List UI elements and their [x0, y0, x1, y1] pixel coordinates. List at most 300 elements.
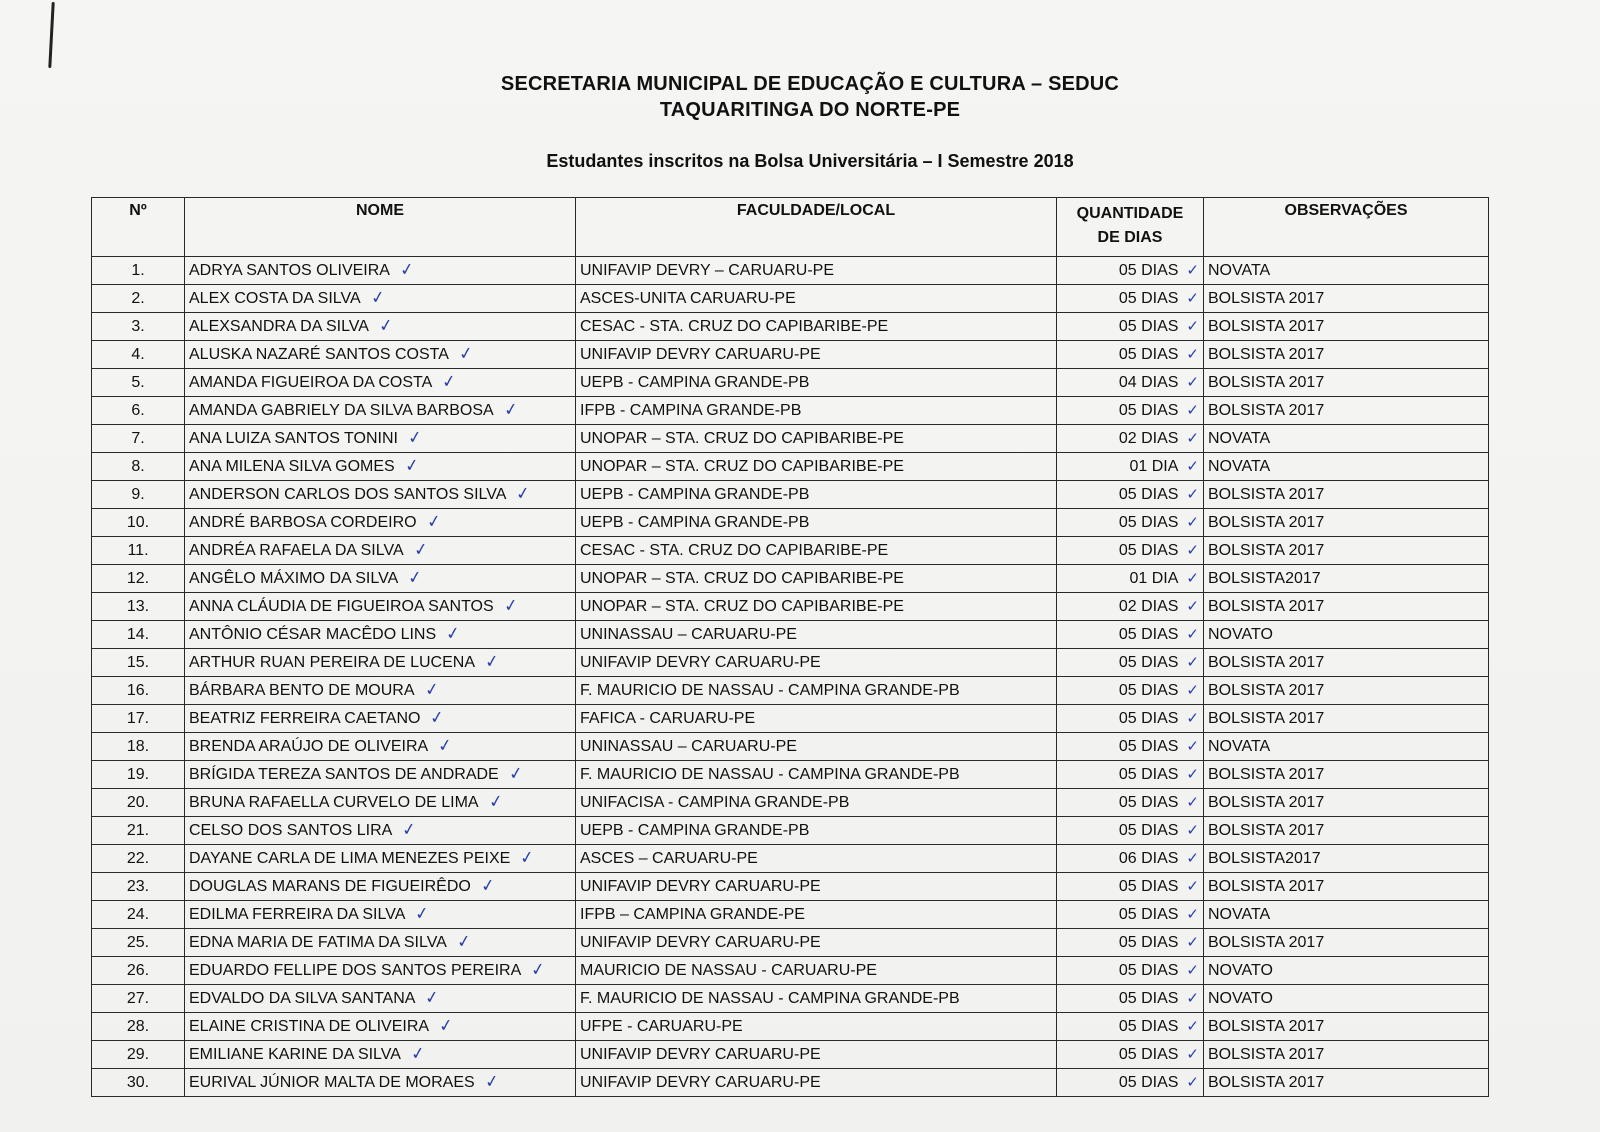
student-name: ANTÔNIO CÉSAR MACÊDO LINS — [189, 626, 437, 643]
faculty-cell: ASCES-UNITA CARUARU-PE — [576, 285, 1057, 313]
column-header-qty-line1: QUANTIDADE — [1076, 205, 1184, 222]
handwritten-check-icon: ✓ — [406, 567, 424, 589]
handwritten-check-icon: ✓ — [529, 959, 547, 981]
student-name: DOUGLAS MARANS DE FIGUEIRÊDO — [189, 878, 471, 895]
student-name-cell — [185, 985, 576, 1013]
handwritten-check-icon: ✓ — [1186, 429, 1199, 447]
student-name: ELAINE CRISTINA DE OLIVEIRA — [189, 1018, 430, 1035]
faculty-cell: CESAC - STA. CRUZ DO CAPIBARIBE-PE — [576, 537, 1057, 565]
qty-days-cell — [1057, 341, 1204, 369]
row-number: 6. — [92, 397, 185, 425]
observation-cell: NOVATA — [1204, 901, 1489, 929]
student-name-cell — [185, 705, 576, 733]
observation-cell: BOLSISTA 2017 — [1204, 873, 1489, 901]
student-name: ALEX COSTA DA SILVA — [189, 290, 361, 307]
qty-days-cell — [1057, 565, 1204, 593]
handwritten-check-icon: ✓ — [1186, 373, 1199, 391]
table-row — [92, 509, 1489, 537]
faculty-cell: ASCES – CARUARU-PE — [576, 845, 1057, 873]
faculty-cell: UNIFAVIP DEVRY CARUARU-PE — [576, 1069, 1057, 1097]
observation-cell: NOVATO — [1204, 621, 1489, 649]
qty-days: 05 DIAS — [1118, 346, 1179, 363]
student-name-cell — [185, 929, 576, 957]
table-row — [92, 397, 1489, 425]
header-secretariat: SECRETARIA MUNICIPAL DE EDUCAÇÃO E CULTURA – SEDUC — [500, 73, 1120, 95]
qty-days-cell — [1057, 313, 1204, 341]
qty-days-cell — [1057, 873, 1204, 901]
table-header-row — [92, 198, 1489, 257]
observation-cell: BOLSISTA 2017 — [1204, 817, 1489, 845]
faculty-cell: FAFICA - CARUARU-PE — [576, 705, 1057, 733]
faculty-cell: UNOPAR – STA. CRUZ DO CAPIBARIBE-PE — [576, 453, 1057, 481]
qty-days: 05 DIAS — [1118, 906, 1179, 923]
qty-days: 05 DIAS — [1118, 682, 1179, 699]
row-number: 2. — [92, 285, 185, 313]
table-row — [92, 313, 1489, 341]
student-name: ALEXSANDRA DA SILVA — [189, 318, 369, 335]
table-row — [92, 425, 1489, 453]
qty-days-cell — [1057, 425, 1204, 453]
table-row — [92, 1041, 1489, 1069]
faculty-cell: UNINASSAU – CARUARU-PE — [576, 733, 1057, 761]
qty-days-cell — [1057, 509, 1204, 537]
student-name: BÁRBARA BENTO DE MOURA — [189, 682, 415, 699]
handwritten-check-icon: ✓ — [1186, 849, 1199, 867]
qty-days: 01 DIA — [1129, 458, 1179, 475]
table-row — [92, 789, 1489, 817]
handwritten-check-icon: ✓ — [398, 259, 416, 281]
row-number: 25. — [92, 929, 185, 957]
student-name: AMANDA FIGUEIROA DA COSTA — [189, 374, 433, 391]
handwritten-check-icon: ✓ — [1186, 681, 1199, 699]
row-number: 4. — [92, 341, 185, 369]
student-name: EDNA MARIA DE FATIMA DA SILVA — [189, 934, 447, 951]
qty-days: 05 DIAS — [1118, 1074, 1179, 1091]
handwritten-check-icon: ✓ — [1186, 485, 1199, 503]
qty-days: 05 DIAS — [1118, 654, 1179, 671]
faculty-cell: UFPE - CARUARU-PE — [576, 1013, 1057, 1041]
row-number: 8. — [92, 453, 185, 481]
qty-days: 05 DIAS — [1118, 542, 1179, 559]
qty-days-cell — [1057, 369, 1204, 397]
qty-days-cell — [1057, 733, 1204, 761]
student-name-cell — [185, 565, 576, 593]
student-name: ANDERSON CARLOS DOS SANTOS SILVA — [189, 486, 507, 503]
row-number: 30. — [92, 1069, 185, 1097]
row-number: 9. — [92, 481, 185, 509]
observation-cell: BOLSISTA 2017 — [1204, 649, 1489, 677]
qty-days: 05 DIAS — [1118, 486, 1179, 503]
handwritten-check-icon: ✓ — [1186, 905, 1199, 923]
observation-cell: BOLSISTA 2017 — [1204, 593, 1489, 621]
student-name-cell — [185, 285, 576, 313]
student-name: CELSO DOS SANTOS LIRA — [189, 822, 393, 839]
observation-cell: BOLSISTA 2017 — [1204, 285, 1489, 313]
handwritten-check-icon: ✓ — [400, 819, 418, 841]
faculty-cell: UNIFAVIP DEVRY – CARUARU-PE — [576, 257, 1057, 285]
handwritten-check-icon: ✓ — [1186, 737, 1199, 755]
student-name-cell — [185, 509, 576, 537]
faculty-cell: MAURICIO DE NASSAU - CARUARU-PE — [576, 957, 1057, 985]
handwritten-check-icon: ✓ — [1186, 457, 1199, 475]
qty-days: 05 DIAS — [1118, 766, 1179, 783]
table-row — [92, 929, 1489, 957]
row-number: 11. — [92, 537, 185, 565]
faculty-cell: F. MAURICIO DE NASSAU - CAMPINA GRANDE-PB — [576, 677, 1057, 705]
student-name-cell — [185, 425, 576, 453]
student-name: EDUARDO FELLIPE DOS SANTOS PEREIRA — [189, 962, 522, 979]
table-row — [92, 733, 1489, 761]
faculty-cell: UNOPAR – STA. CRUZ DO CAPIBARIBE-PE — [576, 593, 1057, 621]
faculty-cell: UNIFAVIP DEVRY CARUARU-PE — [576, 341, 1057, 369]
qty-days: 05 DIAS — [1118, 318, 1179, 335]
observation-cell: BOLSISTA 2017 — [1204, 1041, 1489, 1069]
row-number: 17. — [92, 705, 185, 733]
qty-days-cell — [1057, 1013, 1204, 1041]
student-name: ANNA CLÁUDIA DE FIGUEIROA SANTOS — [189, 598, 494, 615]
faculty-cell: IFPB - CAMPINA GRANDE-PB — [576, 397, 1057, 425]
row-number: 22. — [92, 845, 185, 873]
qty-days-cell — [1057, 257, 1204, 285]
observation-cell: BOLSISTA 2017 — [1204, 369, 1489, 397]
students-table — [91, 197, 1489, 1097]
handwritten-check-icon: ✓ — [1186, 1073, 1199, 1091]
student-name: BRENDA ARAÚJO DE OLIVEIRA — [189, 738, 429, 755]
qty-days: 05 DIAS — [1118, 1018, 1179, 1035]
qty-days-cell — [1057, 957, 1204, 985]
table-row — [92, 369, 1489, 397]
row-number: 21. — [92, 817, 185, 845]
qty-days: 05 DIAS — [1118, 962, 1179, 979]
qty-days-cell — [1057, 1041, 1204, 1069]
handwritten-check-icon: ✓ — [1186, 793, 1199, 811]
student-name-cell — [185, 1069, 576, 1097]
student-name-cell — [185, 369, 576, 397]
handwritten-check-icon: ✓ — [1186, 513, 1199, 531]
student-name-cell — [185, 733, 576, 761]
table-row — [92, 565, 1489, 593]
qty-days: 05 DIAS — [1118, 738, 1179, 755]
observation-cell: BOLSISTA2017 — [1204, 845, 1489, 873]
column-header-obs: OBSERVAÇÕES — [1204, 198, 1489, 257]
student-name-cell — [185, 397, 576, 425]
handwritten-check-icon: ✓ — [1186, 597, 1199, 615]
faculty-cell: UNIFAVIP DEVRY CARUARU-PE — [576, 1041, 1057, 1069]
row-number: 28. — [92, 1013, 185, 1041]
student-name-cell — [185, 677, 576, 705]
student-name-cell — [185, 901, 576, 929]
row-number: 12. — [92, 565, 185, 593]
qty-days-cell — [1057, 789, 1204, 817]
column-header-num: Nº — [92, 198, 185, 257]
row-number: 20. — [92, 789, 185, 817]
qty-days-cell — [1057, 649, 1204, 677]
student-name-cell — [185, 649, 576, 677]
qty-days-cell — [1057, 845, 1204, 873]
observation-cell: NOVATA — [1204, 257, 1489, 285]
table-row — [92, 593, 1489, 621]
row-number: 3. — [92, 313, 185, 341]
student-name-cell — [185, 341, 576, 369]
table-row — [92, 873, 1489, 901]
column-header-qty-line2: DE DIAS — [1097, 229, 1163, 246]
handwritten-check-icon: ✓ — [518, 847, 536, 869]
observation-cell: NOVATO — [1204, 985, 1489, 1013]
faculty-cell: UNOPAR – STA. CRUZ DO CAPIBARIBE-PE — [576, 425, 1057, 453]
header-city: TAQUARITINGA DO NORTE-PE — [659, 99, 961, 121]
student-name: DAYANE CARLA DE LIMA MENEZES PEIXE — [189, 850, 511, 867]
qty-days: 06 DIAS — [1118, 850, 1179, 867]
faculty-cell: F. MAURICIO DE NASSAU - CAMPINA GRANDE-PB — [576, 761, 1057, 789]
student-name: ANGÊLO MÁXIMO DA SILVA — [189, 570, 399, 587]
handwritten-check-icon: ✓ — [457, 343, 475, 365]
qty-days: 02 DIAS — [1118, 598, 1179, 615]
faculty-cell: UNIFAVIP DEVRY CARUARU-PE — [576, 929, 1057, 957]
handwritten-check-icon: ✓ — [1186, 401, 1199, 419]
column-header-qty — [1057, 198, 1204, 257]
observation-cell: BOLSISTA2017 — [1204, 565, 1489, 593]
student-name-cell — [185, 481, 576, 509]
faculty-cell: UNOPAR – STA. CRUZ DO CAPIBARIBE-PE — [576, 565, 1057, 593]
student-name: BRUNA RAFAELLA CURVELO DE LIMA — [189, 794, 479, 811]
row-number: 26. — [92, 957, 185, 985]
row-number: 24. — [92, 901, 185, 929]
faculty-cell: UNIFACISA - CAMPINA GRANDE-PB — [576, 789, 1057, 817]
student-name: ANA MILENA SILVA GOMES — [189, 458, 395, 475]
column-header-name: NOME — [185, 198, 576, 257]
handwritten-check-icon: ✓ — [412, 539, 430, 561]
observation-cell: NOVATO — [1204, 957, 1489, 985]
handwritten-check-icon: ✓ — [1186, 541, 1199, 559]
student-name-cell — [185, 761, 576, 789]
handwritten-check-icon: ✓ — [1186, 345, 1199, 363]
handwritten-check-icon: ✓ — [429, 707, 446, 729]
row-number: 29. — [92, 1041, 185, 1069]
handwritten-check-icon: ✓ — [406, 427, 424, 449]
student-name-cell — [185, 453, 576, 481]
handwritten-check-icon: ✓ — [1186, 765, 1199, 783]
qty-days-cell — [1057, 1069, 1204, 1097]
student-name-cell — [185, 1041, 576, 1069]
observation-cell: BOLSISTA 2017 — [1204, 509, 1489, 537]
handwritten-check-icon: ✓ — [369, 287, 387, 309]
handwritten-check-icon: ✓ — [1186, 821, 1199, 839]
qty-days-cell — [1057, 929, 1204, 957]
handwritten-check-icon: ✓ — [487, 791, 505, 813]
handwritten-check-icon: ✓ — [483, 1071, 501, 1093]
qty-days-cell — [1057, 677, 1204, 705]
qty-days-cell — [1057, 761, 1204, 789]
handwritten-check-icon: ✓ — [440, 371, 458, 393]
table-row — [92, 341, 1489, 369]
qty-days-cell — [1057, 985, 1204, 1013]
table-row — [92, 453, 1489, 481]
student-name: ARTHUR RUAN PEREIRA DE LUCENA — [189, 654, 475, 671]
faculty-cell: UNIFAVIP DEVRY CARUARU-PE — [576, 873, 1057, 901]
handwritten-check-icon: ✓ — [1186, 961, 1199, 979]
observation-cell: BOLSISTA 2017 — [1204, 537, 1489, 565]
handwritten-check-icon: ✓ — [1186, 709, 1199, 727]
handwritten-check-icon: ✓ — [502, 595, 520, 617]
student-name-cell — [185, 257, 576, 285]
table-row — [92, 957, 1489, 985]
student-name-cell — [185, 789, 576, 817]
qty-days: 05 DIAS — [1118, 626, 1179, 643]
handwritten-check-icon: ✓ — [1186, 1045, 1199, 1063]
student-name-cell — [185, 593, 576, 621]
observation-cell: BOLSISTA 2017 — [1204, 789, 1489, 817]
row-number: 10. — [92, 509, 185, 537]
handwritten-check-icon: ✓ — [424, 987, 441, 1009]
handwritten-check-icon: ✓ — [483, 651, 501, 673]
handwritten-check-icon: ✓ — [423, 679, 441, 701]
handwritten-check-icon: ✓ — [479, 875, 497, 897]
table-row — [92, 1013, 1489, 1041]
observation-cell: BOLSISTA 2017 — [1204, 929, 1489, 957]
observation-cell: BOLSISTA 2017 — [1204, 677, 1489, 705]
handwritten-check-icon: ✓ — [515, 483, 532, 505]
handwritten-check-icon: ✓ — [1186, 933, 1199, 951]
student-name: AMANDA GABRIELY DA SILVA BARBOSA — [189, 402, 494, 419]
qty-days: 05 DIAS — [1118, 262, 1179, 279]
qty-days-cell — [1057, 621, 1204, 649]
qty-days: 05 DIAS — [1118, 402, 1179, 419]
faculty-cell: UEPB - CAMPINA GRANDE-PB — [576, 509, 1057, 537]
student-name: EDVALDO DA SILVA SANTANA — [189, 990, 416, 1007]
qty-days-cell — [1057, 817, 1204, 845]
observation-cell: NOVATA — [1204, 425, 1489, 453]
handwritten-check-icon: ✓ — [444, 623, 462, 645]
row-number: 5. — [92, 369, 185, 397]
student-name-cell — [185, 957, 576, 985]
qty-days-cell — [1057, 593, 1204, 621]
student-name: BRÍGIDA TEREZA SANTOS DE ANDRADE — [189, 766, 499, 783]
student-name-cell — [185, 313, 576, 341]
row-number: 27. — [92, 985, 185, 1013]
handwritten-check-icon: ✓ — [1186, 877, 1199, 895]
observation-cell: BOLSISTA 2017 — [1204, 705, 1489, 733]
student-name-cell — [185, 845, 576, 873]
qty-days: 04 DIAS — [1118, 374, 1179, 391]
faculty-cell: UEPB - CAMPINA GRANDE-PB — [576, 481, 1057, 509]
student-name-cell — [185, 1013, 576, 1041]
table-row — [92, 985, 1489, 1013]
row-number: 14. — [92, 621, 185, 649]
qty-days: 05 DIAS — [1118, 290, 1179, 307]
student-name: EMILIANE KARINE DA SILVA — [189, 1046, 401, 1063]
table-row — [92, 621, 1489, 649]
margin-pen-mark — [48, 2, 54, 68]
row-number: 23. — [92, 873, 185, 901]
qty-days-cell — [1057, 285, 1204, 313]
observation-cell: NOVATA — [1204, 453, 1489, 481]
faculty-cell: UNIFAVIP DEVRY CARUARU-PE — [576, 649, 1057, 677]
table-row — [92, 481, 1489, 509]
qty-days: 05 DIAS — [1118, 794, 1179, 811]
handwritten-check-icon: ✓ — [437, 1015, 455, 1037]
handwritten-check-icon: ✓ — [1186, 653, 1199, 671]
table-row — [92, 1069, 1489, 1097]
handwritten-check-icon: ✓ — [1186, 989, 1199, 1007]
handwritten-check-icon: ✓ — [403, 455, 421, 477]
row-number: 7. — [92, 425, 185, 453]
qty-days: 05 DIAS — [1118, 1046, 1179, 1063]
student-name-cell — [185, 817, 576, 845]
table-row — [92, 285, 1489, 313]
qty-days: 01 DIA — [1129, 570, 1179, 587]
faculty-cell: CESAC - STA. CRUZ DO CAPIBARIBE-PE — [576, 313, 1057, 341]
qty-days: 05 DIAS — [1118, 934, 1179, 951]
handwritten-check-icon: ✓ — [413, 903, 431, 925]
qty-days: 05 DIAS — [1118, 514, 1179, 531]
student-name: ANDRÉA RAFAELA DA SILVA — [189, 542, 404, 559]
student-name-cell — [185, 537, 576, 565]
student-name: BEATRIZ FERREIRA CAETANO — [189, 710, 421, 727]
handwritten-check-icon: ✓ — [377, 315, 395, 337]
qty-days: 05 DIAS — [1118, 990, 1179, 1007]
student-name: ANDRÉ BARBOSA CORDEIRO — [189, 514, 417, 531]
qty-days: 05 DIAS — [1118, 710, 1179, 727]
table-row — [92, 817, 1489, 845]
table-body — [92, 257, 1489, 1097]
column-header-faculty: FACULDADE/LOCAL — [576, 198, 1057, 257]
qty-days-cell — [1057, 705, 1204, 733]
faculty-cell: UNINASSAU – CARUARU-PE — [576, 621, 1057, 649]
student-name: ANA LUIZA SANTOS TONINI — [189, 430, 398, 447]
table-row — [92, 845, 1489, 873]
row-number: 16. — [92, 677, 185, 705]
observation-cell: BOLSISTA 2017 — [1204, 341, 1489, 369]
student-name-cell — [185, 621, 576, 649]
table-row — [92, 901, 1489, 929]
faculty-cell: UEPB - CAMPINA GRANDE-PB — [576, 369, 1057, 397]
student-name: ADRYA SANTOS OLIVEIRA — [189, 262, 390, 279]
table-row — [92, 257, 1489, 285]
row-number: 13. — [92, 593, 185, 621]
table-row — [92, 677, 1489, 705]
faculty-cell: UEPB - CAMPINA GRANDE-PB — [576, 817, 1057, 845]
student-name: EDILMA FERREIRA DA SILVA — [189, 906, 406, 923]
qty-days-cell — [1057, 481, 1204, 509]
qty-days: 02 DIAS — [1118, 430, 1179, 447]
table-row — [92, 761, 1489, 789]
handwritten-check-icon: ✓ — [507, 763, 525, 785]
qty-days-cell — [1057, 901, 1204, 929]
qty-days: 05 DIAS — [1118, 878, 1179, 895]
handwritten-check-icon: ✓ — [1186, 625, 1199, 643]
handwritten-check-icon: ✓ — [1186, 289, 1199, 307]
table-row — [92, 537, 1489, 565]
observation-cell: BOLSISTA 2017 — [1204, 481, 1489, 509]
observation-cell: BOLSISTA 2017 — [1204, 397, 1489, 425]
handwritten-check-icon: ✓ — [1186, 317, 1199, 335]
handwritten-check-icon: ✓ — [502, 399, 520, 421]
student-name-cell — [185, 873, 576, 901]
document-subtitle: Estudantes inscritos na Bolsa Universitária – I Semestre 2018 — [546, 151, 1074, 171]
qty-days: 05 DIAS — [1118, 822, 1179, 839]
table-row — [92, 649, 1489, 677]
handwritten-check-icon: ✓ — [455, 931, 473, 953]
row-number: 1. — [92, 257, 185, 285]
row-number: 15. — [92, 649, 185, 677]
faculty-cell: F. MAURICIO DE NASSAU - CAMPINA GRANDE-PB — [576, 985, 1057, 1013]
table-row — [92, 705, 1489, 733]
observation-cell: NOVATA — [1204, 733, 1489, 761]
handwritten-check-icon: ✓ — [409, 1043, 427, 1065]
faculty-cell: IFPB – CAMPINA GRANDE-PE — [576, 901, 1057, 929]
qty-days-cell — [1057, 537, 1204, 565]
qty-days-cell — [1057, 453, 1204, 481]
